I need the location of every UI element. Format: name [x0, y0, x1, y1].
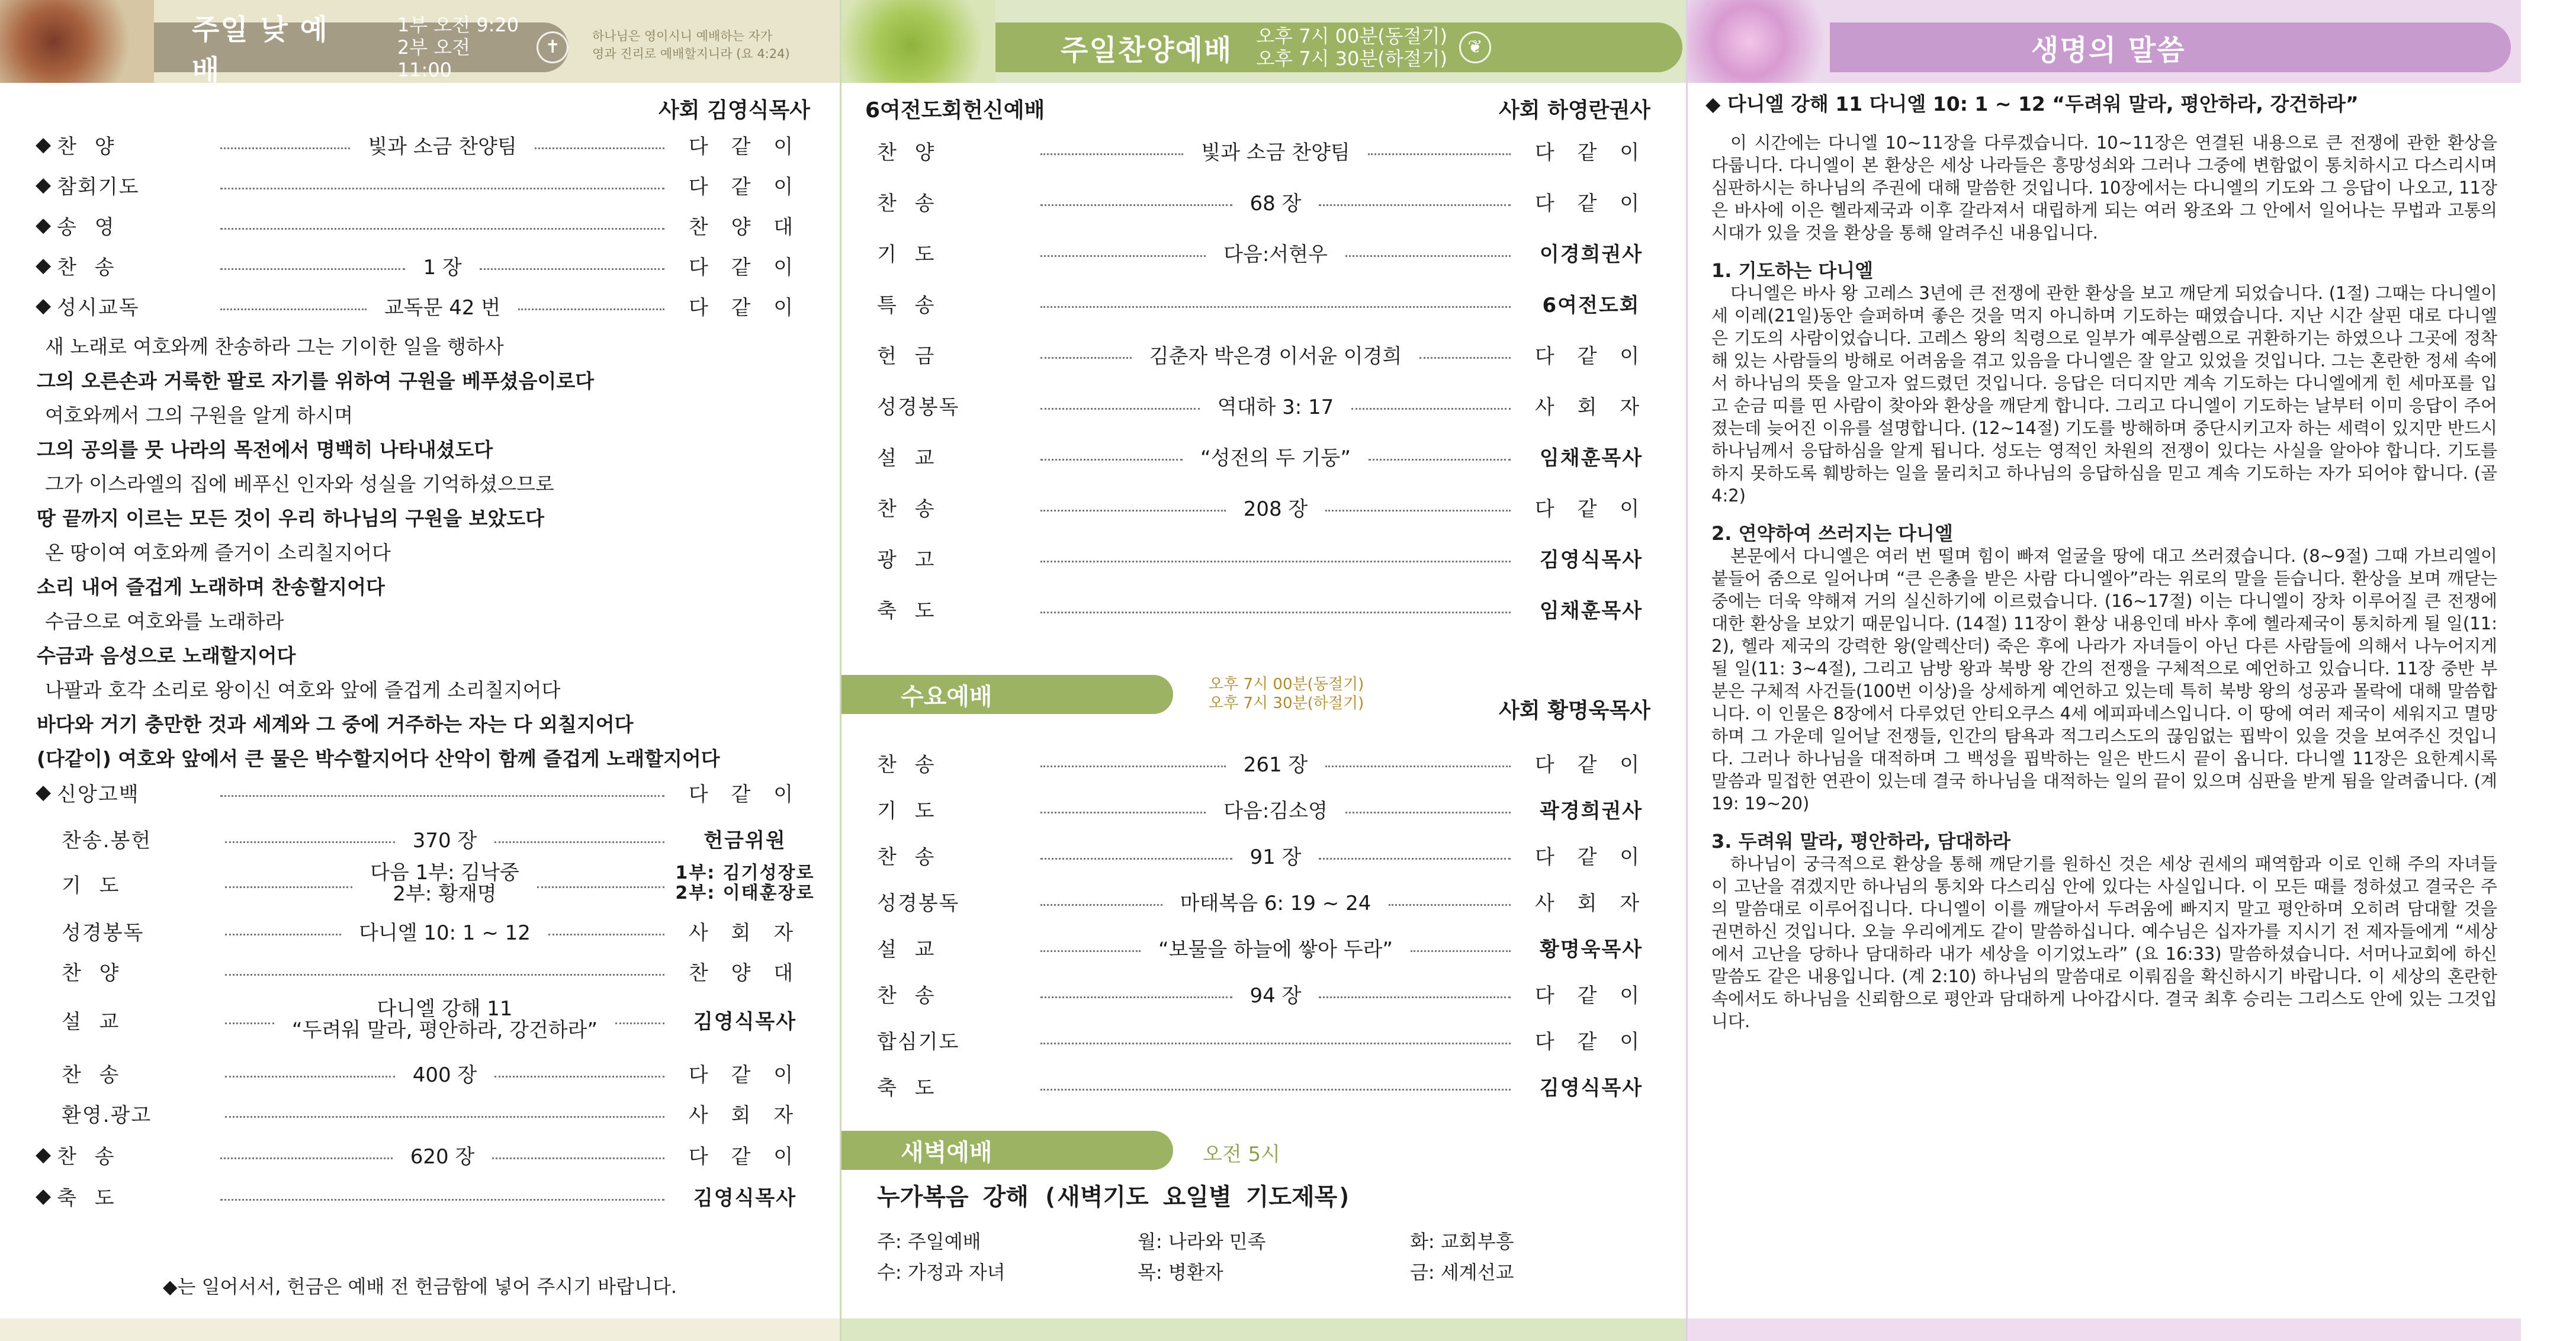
sunday-morning-verse: 하나님은 영이시니 예배하는 자가 영과 진리로 예배할지니라 (요 4:24) — [592, 29, 790, 61]
dot-leader — [1040, 204, 1232, 206]
responsive-reading-line: 그의 공의를 뭇 나라의 목전에서 명백히 나타내셨도다 — [37, 438, 493, 461]
sermon-intro: 이 시간에는 다니엘 10~11장을 다루겠습니다. 10~11장은 연결된 내용으로 큰 전쟁에 관한 환상을 다룹니다. 다니엘이 본 환상은 세상 나라들은 흥망성쇠와 그러나 그중에 변함없이 통치하시고 다스리시며 심판하시는 하나님의 주권에 대해 말씀한 것입니다. 10장에서는 다니엘의 기도와 그 응답이 나오고, 11장은 바사에 이은 헬라제국과 이후 갈라져서 대립하게 되는 여러 왕조와 그 안에서 일어나는 무법과 고통의 시대가 있을 것을 환상을 통해 알려주신 내용입니다. — [1711, 133, 2497, 243]
sunday-morning-leader: 사회 김영식목사 — [659, 98, 810, 123]
order-row — [36, 1136, 816, 1173]
order-row — [877, 335, 1662, 373]
order-detail: “성전의 두 기둥” — [1200, 446, 1351, 470]
order-row — [36, 126, 816, 163]
dot-leader — [220, 228, 664, 230]
order-label: 찬 송 — [877, 845, 940, 869]
order-person: 다 같 이 — [1534, 140, 1648, 165]
order-person: 곽경희권사 — [1539, 799, 1643, 823]
order-label: 축 도 — [877, 1076, 940, 1100]
order-row — [877, 1067, 1662, 1105]
order-row — [877, 284, 1662, 322]
sermon-reference: ◆ 다니엘 강해 11 다니엘 10: 1 ~ 12 “두려워 말라, 평안하라, 강건하라” — [1705, 92, 2359, 115]
dot-leader — [220, 188, 664, 189]
responsive-reading-line: 새 노래로 여호와께 찬송하라 그는 기이한 일을 행하사 — [45, 335, 504, 358]
dot-leader — [1389, 904, 1511, 906]
responsive-reading-line: 땅 끝까지 이르는 모든 것이 우리 하나님의 구원을 보았도다 — [37, 507, 544, 530]
order-person: 사 회 자 — [688, 921, 802, 945]
order-detail: 91 장 — [1250, 845, 1302, 869]
dot-leader — [494, 841, 664, 843]
order-person: 다 같 이 — [1534, 497, 1648, 521]
order-detail: 다음 1부: 김낙중 2부: 황재명 — [370, 861, 519, 906]
order-row — [877, 233, 1662, 271]
order-label: 축 도 — [57, 1186, 120, 1210]
lilac-flower-photo — [1688, 0, 1842, 83]
order-row — [877, 182, 1662, 220]
dot-leader — [1369, 459, 1511, 461]
order-row — [36, 997, 816, 1042]
responsive-reading-line: 그의 오른손과 거룩한 팔로 자기를 위하여 구원을 베푸셨음이로다 — [37, 369, 595, 393]
order-label: 환영.광고 — [62, 1103, 152, 1127]
col3-bottom-band — [1688, 1319, 2521, 1341]
order-person: 사 회 자 — [688, 1103, 802, 1127]
order-label: 찬 양 — [877, 140, 940, 165]
grapes-photo — [841, 0, 995, 83]
section-body: 다니엘은 바사 왕 고레스 3년에 큰 전쟁에 관한 환상을 보고 깨닫게 되었습니다. (1절) 그때는 다니엘이 세 이레(21일)동안 슬퍼하며 좋은 것을 먹지 아니하며 기도하는 때였습니다. 지난 시간 살핀 대로 다니엘은 기도의 사람이었습니다. 고레스 왕의 칙령으로 일부가 예루살렘으로 귀환하기는 하였으나 그곳에 정착해 있는 사람들의 방해로 어려움을 겪고 있음을 다니엘은 잘 알고 있었을 것입니다. 그는 혼란한 정세 속에서 하나님의 뜻을 알고자 엎드렸던 것입니다. 응답은 더디지만 계속 기도하는 다니엘에게 힌 세마포를 입고 순금 띠를 띤 사람이 찾아와 환상을 깨닫게 합니다. 그리고 다니엘이 기도하는 날부터 이미 응답이 주어졌는데 늦어진 이유를 설명합니다. (12~14절) 기도를 방해하며 중단시키고자 하는 세력이 있지만 반드시 하나님께서 응답하심을 알게 됩니다. 성도는 영적인 차원의 전쟁이 있다는 사실을 알아야 합니다. 기도를 하지 못하도록 훼방하는 일을 물리치고 하나님의 응답하심을 믿고 계속 기도하는 자가 되어야 합니다. (골 4:2) — [1711, 283, 2497, 506]
order-row — [877, 488, 1662, 526]
dot-leader — [1040, 561, 1511, 562]
word-of-life-title-pill — [1830, 22, 2568, 72]
order-row — [36, 246, 816, 284]
order-row — [36, 287, 816, 324]
order-row — [877, 590, 1662, 628]
dot-leader — [1411, 950, 1511, 952]
order-person: 다 같 이 — [688, 175, 802, 199]
order-person: 다 같 이 — [1534, 752, 1648, 777]
order-label: 특 송 — [877, 293, 940, 317]
order-label: 찬 송 — [62, 1063, 125, 1087]
standing-diamond-icon: ◆ — [36, 173, 52, 197]
dot-leader — [225, 841, 395, 843]
order-row — [877, 836, 1662, 874]
sunday-morning-column — [0, 0, 840, 1341]
order-person: 다 같 이 — [688, 255, 802, 279]
dot-leader — [1040, 950, 1141, 952]
order-detail: 다음:서현우 — [1223, 242, 1328, 266]
order-row — [877, 386, 1662, 424]
order-label: 찬 송 — [877, 497, 940, 521]
order-label: 설 교 — [877, 937, 940, 961]
dot-leader — [1040, 1089, 1511, 1091]
order-label: 설 교 — [877, 446, 940, 470]
order-detail: 400 장 — [412, 1063, 477, 1087]
order-label: 찬 송 — [877, 191, 940, 216]
order-person: 헌금위원 — [704, 828, 786, 853]
col1-bottom-band — [0, 1319, 840, 1341]
order-person: 김영식목사 — [1539, 548, 1643, 572]
order-row — [36, 861, 816, 906]
dot-leader — [1040, 510, 1226, 512]
order-label: 찬송.봉헌 — [62, 828, 152, 853]
order-person: 다 같 이 — [1534, 1030, 1648, 1054]
standing-diamond-icon: ◆ — [36, 780, 52, 804]
dot-leader — [225, 1076, 395, 1078]
sunday-evening-column — [840, 0, 1686, 1341]
dot-leader — [220, 1157, 393, 1159]
order-detail: 261 장 — [1243, 752, 1308, 777]
order-person: 사 회 자 — [1534, 395, 1648, 419]
order-row — [36, 1094, 816, 1132]
sunday-evening-leader: 사회 하영란권사 — [1499, 98, 1650, 123]
sunday-morning-title-pill — [154, 13, 568, 87]
order-person: 김영식목사 — [693, 1009, 797, 1034]
order-detail: 빛과 소금 찬양팀 — [368, 134, 517, 159]
sunday-morning-title: 주일 낮 예배 — [192, 13, 329, 87]
order-label: 성경봉독 — [62, 921, 144, 945]
order-detail: 1 장 — [423, 255, 462, 279]
dawn-prayer-topics — [877, 1227, 1671, 1285]
dot-leader — [1368, 153, 1511, 155]
order-row — [877, 131, 1662, 169]
dot-leader — [225, 934, 341, 935]
dot-leader — [220, 147, 350, 149]
order-row — [877, 437, 1662, 475]
order-person: 다 같 이 — [688, 134, 802, 159]
order-row — [36, 952, 816, 990]
order-detail: 김춘자 박은경 이서윤 이경희 — [1149, 344, 1402, 368]
section-body: 본문에서 다니엘은 여러 번 떨며 힘이 빠져 얼굴을 땅에 대고 쓰러졌습니다. (8~9절) 그때 가브리엘이 붙들어 줌으로 일어나며 “큰 은총을 받은 사람 다니엘아”라는 위로의 말을 듣습니다. 환상을 보며 깨닫는 중에는 더욱 약해져 거의 실신하기에 이르렀습니다. (16~17절) 이는 다니엘이 장차 이루어질 큰 전쟁에 대한 환상을 보았기 때문입니다. (14절) 11장이 환상 내용인데 바사 후에 헬라제국이 통치하게 될 일(11: 2), 헬라 제국의 강력한 왕(알렉산더) 죽은 후에 나라가 자녀들이 아닌 다른 사람들에 의해서 나누어지게 될 일(11: 3~4절), 그리고 남방 왕과 북방 왕 간의 전쟁을 구체적으로 예언하고 있습니다. 11장 중반 부분은 구체적 사건들(100번 이상)을 상세하게 예언하고 있는데 특히 북방 왕의 성공과 몰락에 대해 말씀합니다. 이 인물은 8장에서 다루었던 안티오쿠스 4세 에피파네스입니다. 이 땅에 여러 제국이 세워지고 멸망하며 그 가운데 일어날 전쟁들, 인간의 탐욕과 적그리스도의 끊임없는 핍박이 있을 것을 보여주신 것입니다. 그러나 하나님을 대적하며 그 백성을 핍박하는 일은 반드시 끝이 옵니다. 다니엘 11장은 요한계시록 말씀과 밀접한 연관이 있는데 결국 하나님을 대적하는 일의 끝이 있으며 심판을 받게 됨을 알려줍니다. (계 19: 19~20) — [1711, 546, 2497, 813]
dot-leader — [1040, 357, 1132, 359]
dot-leader — [1040, 153, 1183, 155]
order-label: 성경봉독 — [877, 891, 960, 915]
order-label: 합심기도 — [877, 1030, 960, 1054]
order-detail: 다음:김소영 — [1223, 799, 1328, 823]
order-detail: 다니엘 강해 11 “두려워 말라, 평안하라, 강건하라” — [291, 997, 598, 1042]
responsive-reading-line: 수금으로 여호와를 노래하라 — [45, 610, 284, 633]
order-person: 다 같 이 — [688, 782, 802, 806]
responsive-reading-line: 나팔과 호각 소리로 왕이신 여호와 앞에 즐겁게 소리칠지어다 — [45, 678, 561, 702]
section-heading: 1. 기도하는 다니엘 — [1711, 259, 1874, 282]
dot-leader — [1040, 459, 1183, 461]
standing-diamond-icon: ◆ — [36, 1143, 52, 1166]
order-person: 김영식목사 — [693, 1186, 797, 1210]
sunday-morning-header — [0, 0, 840, 87]
sunday-evening-title-pill — [995, 22, 1682, 72]
responsive-reading-line: 여호와께서 그의 구원을 알게 하시며 — [45, 404, 354, 427]
wednesday-title-pill — [841, 675, 1173, 714]
standing-diamond-icon: ◆ — [36, 133, 52, 156]
order-person: 다 같 이 — [1534, 845, 1648, 869]
order-detail: 역대하 3: 17 — [1217, 395, 1334, 419]
dot-leader — [1325, 766, 1511, 767]
sunday-morning-times: 1부 오전 9:20 2부 오전11:00 — [397, 14, 519, 81]
order-label: 성경봉독 — [877, 395, 960, 419]
order-label: 찬 양 — [57, 134, 120, 159]
dot-leader — [1040, 1043, 1511, 1044]
section-heading: 3. 두려워 말라, 평안하라, 담대하라 — [1711, 830, 2011, 853]
order-label: 찬 송 — [877, 983, 940, 1008]
dot-leader — [1040, 306, 1511, 308]
order-detail: 다니엘 10: 1 ~ 12 — [359, 921, 531, 945]
order-person: 다 같 이 — [1534, 191, 1648, 216]
church-cross-icon: ✝ — [2544, 31, 2576, 63]
wednesday-title: 수요예배 — [901, 683, 993, 710]
order-person: 찬 양 대 — [688, 961, 802, 985]
responsive-reading-line: 바다와 거기 충만한 것과 세계와 그 중에 거주하는 자는 다 외칠지어다 — [37, 713, 634, 736]
wednesday-times: 오후 7시 00분(동절기) 오후 7시 30분(하절기) — [1209, 676, 1364, 712]
order-row — [36, 819, 816, 857]
col2-bottom-band — [841, 1319, 1686, 1341]
order-label: 헌 금 — [877, 344, 940, 368]
dot-leader — [1040, 812, 1206, 813]
dot-leader — [494, 1076, 664, 1078]
order-detail: 교독문 42 번 — [384, 295, 501, 320]
dot-leader — [220, 308, 367, 310]
order-person: 6여전도회 — [1542, 293, 1640, 317]
dawn-subtitle: 누가복음 강해 (새벽기도 요일별 기도제목) — [877, 1184, 1352, 1211]
dot-leader — [1040, 255, 1206, 257]
order-label: 축 도 — [877, 599, 940, 623]
dawn-title-pill — [841, 1131, 1173, 1170]
dot-leader — [1040, 996, 1232, 998]
order-label: 참회기도 — [57, 175, 140, 199]
order-row — [877, 1021, 1662, 1059]
order-person: 다 같 이 — [688, 1063, 802, 1087]
order-person: 다 같 이 — [688, 295, 802, 320]
sermon-text — [1711, 131, 2497, 1033]
order-label: 찬 송 — [57, 255, 120, 279]
order-detail: “보물을 하늘에 쌓아 두라” — [1158, 937, 1393, 961]
order-person: 사 회 자 — [1534, 891, 1648, 915]
dot-leader — [225, 974, 664, 976]
order-person: 임채훈목사 — [1539, 446, 1643, 470]
dawn-time: 오전 5시 — [1203, 1143, 1280, 1166]
order-label: 찬 송 — [57, 1144, 120, 1169]
dot-leader — [220, 795, 664, 797]
order-detail: 68 장 — [1250, 191, 1302, 216]
dot-leader — [535, 147, 664, 149]
word-of-life-title: 생명의 말씀 — [2031, 33, 2186, 67]
prayer-topic: 목: 병환자 — [1138, 1261, 1223, 1284]
dot-leader — [615, 1022, 664, 1024]
service-name: 6여전도회헌신예배 — [865, 98, 1045, 123]
responsive-reading-line: 소리 내어 즐겁게 노래하며 찬송할지어다 — [37, 575, 385, 599]
order-row — [36, 773, 816, 811]
responsive-reading-line: 온 땅이여 여호와께 즐거이 소리칠지어다 — [45, 541, 391, 564]
order-row — [877, 882, 1662, 920]
order-row — [36, 166, 816, 204]
prayer-topic: 금: 세계선교 — [1410, 1261, 1514, 1284]
prayer-topic: 월: 나라와 민족 — [1138, 1230, 1266, 1253]
order-label: 성시교독 — [57, 295, 140, 320]
order-person: 황명욱목사 — [1539, 937, 1643, 961]
order-label: 송 영 — [57, 215, 120, 239]
section-heading: 2. 연약하여 쓰러지는 다니엘 — [1711, 522, 1953, 545]
order-person: 다 같 이 — [688, 1144, 802, 1169]
order-row — [36, 1177, 816, 1215]
dot-leader — [1419, 357, 1511, 359]
dot-leader — [1345, 812, 1511, 813]
order-person: 임채훈목사 — [1539, 599, 1643, 623]
dot-leader — [1319, 996, 1511, 998]
order-row — [36, 912, 816, 950]
order-row — [36, 206, 816, 244]
word-of-life-header — [1688, 0, 2568, 83]
order-detail: 620 장 — [410, 1144, 475, 1169]
order-person: 1부: 김기성장로 2부: 이태훈장로 — [675, 863, 815, 903]
order-row — [36, 1054, 816, 1092]
order-label: 기 도 — [62, 873, 125, 898]
order-label: 기 도 — [877, 242, 940, 266]
order-detail: 370 장 — [412, 828, 477, 853]
order-label: 광 고 — [877, 548, 940, 572]
dot-leader — [1040, 766, 1226, 767]
order-label: 찬 송 — [877, 752, 940, 777]
order-row — [877, 539, 1662, 577]
order-label: 찬 양 — [62, 961, 125, 985]
dot-leader — [480, 268, 664, 270]
order-row — [877, 975, 1662, 1012]
sprout-icon: ❦ — [1459, 31, 1491, 63]
dot-leader — [537, 886, 664, 888]
order-label: 기 도 — [877, 799, 940, 823]
order-row — [877, 744, 1662, 782]
dot-leader — [1040, 612, 1511, 613]
dot-leader — [1040, 858, 1232, 860]
order-detail: 208 장 — [1243, 497, 1308, 521]
sunday-evening-times: 오후 7시 00분(동절기) 오후 7시 30분(하절기) — [1256, 25, 1447, 70]
dot-leader — [1319, 204, 1511, 206]
prayer-topic: 수: 가정과 자녀 — [877, 1261, 1006, 1284]
dot-leader — [1319, 858, 1511, 860]
order-person: 다 같 이 — [1534, 983, 1648, 1008]
order-person: 다 같 이 — [1534, 344, 1648, 368]
order-detail: 마태복음 6: 19 ~ 24 — [1180, 891, 1371, 915]
church-cross-icon: ✝ — [537, 31, 568, 63]
dot-leader — [225, 1116, 664, 1118]
standing-offering-note: ◆는 일어서서, 헌금은 예배 전 헌금함에 넣어 주시기 바랍니다. — [162, 1275, 677, 1298]
dot-leader — [225, 886, 352, 888]
dot-leader — [225, 1022, 274, 1024]
dot-leader — [1040, 904, 1162, 906]
prayer-topic: 주: 주일예배 — [877, 1230, 981, 1253]
dawn-title: 새벽예배 — [901, 1139, 993, 1166]
standing-diamond-icon: ◆ — [36, 294, 52, 317]
responsive-reading-line: (다같이) 여호와 앞에서 큰 물은 박수할지어다 산악이 함께 즐겁게 노래할지어다 — [37, 747, 720, 770]
responsive-reading-line: 수금과 음성으로 노래할지어다 — [37, 644, 296, 667]
dot-leader — [1345, 255, 1511, 257]
dot-leader — [220, 1199, 664, 1201]
order-person: 찬 양 대 — [688, 215, 802, 239]
standing-diamond-icon: ◆ — [36, 253, 52, 277]
sunday-evening-header — [841, 0, 1686, 83]
dot-leader — [492, 1157, 664, 1159]
responsive-reading-line: 그가 이스라엘의 집에 베푸신 인자와 성실을 기억하셨으므로 — [45, 472, 554, 496]
order-label: 신앙고백 — [57, 782, 140, 806]
order-person: 이경희권사 — [1539, 242, 1643, 266]
dot-leader — [1040, 408, 1200, 410]
order-label: 설 교 — [62, 1009, 125, 1034]
wednesday-leader: 사회 황명욱목사 — [1499, 699, 1650, 723]
thorn-crown-photo — [0, 0, 154, 83]
dot-leader — [220, 268, 405, 270]
dot-leader — [548, 934, 664, 935]
section-body: 하나님이 궁극적으로 환상을 통해 깨닫기를 원하신 것은 세상 권세의 패역함과 이로 인해 주의 자녀들이 고난을 겪겠지만 하나님의 통치와 다스리심 안에 있다는 사실입니다. 이 모든 때를 정하셨고 결국은 주의 말씀대로 이루어집니다. 다니엘이 이를 깨달아서 두려움에 빠지지 말고 평안하며 오히려 담대할 것을 권면하신 것입니다. 오늘 우리에게도 같이 말씀하십니다. 예수님은 십자가를 지시기 전 제자들에게 “세상에서 고난을 당하나 담대하라 내가 세상을 이기었노라” (요 16:33) 말씀하셨습니다. 서머나교회에 하신 말씀도 같은 내용입니다. (계 2:10) 하나님의 말씀대로 이뤄짐을 확신하시기 바랍니다. 이 세상의 혼란한 속에서도 하나님을 신뢰함으로 평안과 담대하게 나아갑시다. 결국 최후 승리는 그리스도 안에 있는 그것입니다. — [1711, 854, 2497, 1031]
dot-leader — [518, 308, 664, 310]
sunday-evening-title: 주일찬양예배 — [1061, 33, 1233, 67]
standing-diamond-icon: ◆ — [36, 213, 52, 237]
order-row — [877, 928, 1662, 966]
word-of-life-column — [1686, 0, 2568, 1341]
dot-leader — [1325, 510, 1511, 512]
dot-leader — [1351, 408, 1511, 410]
order-detail: 빛과 소금 찬양팀 — [1201, 140, 1350, 165]
order-person: 김영식목사 — [1539, 1076, 1643, 1100]
order-row — [877, 790, 1662, 828]
standing-diamond-icon: ◆ — [36, 1184, 52, 1208]
prayer-topic: 화: 교회부흥 — [1410, 1230, 1514, 1253]
order-detail: 94 장 — [1250, 983, 1302, 1008]
